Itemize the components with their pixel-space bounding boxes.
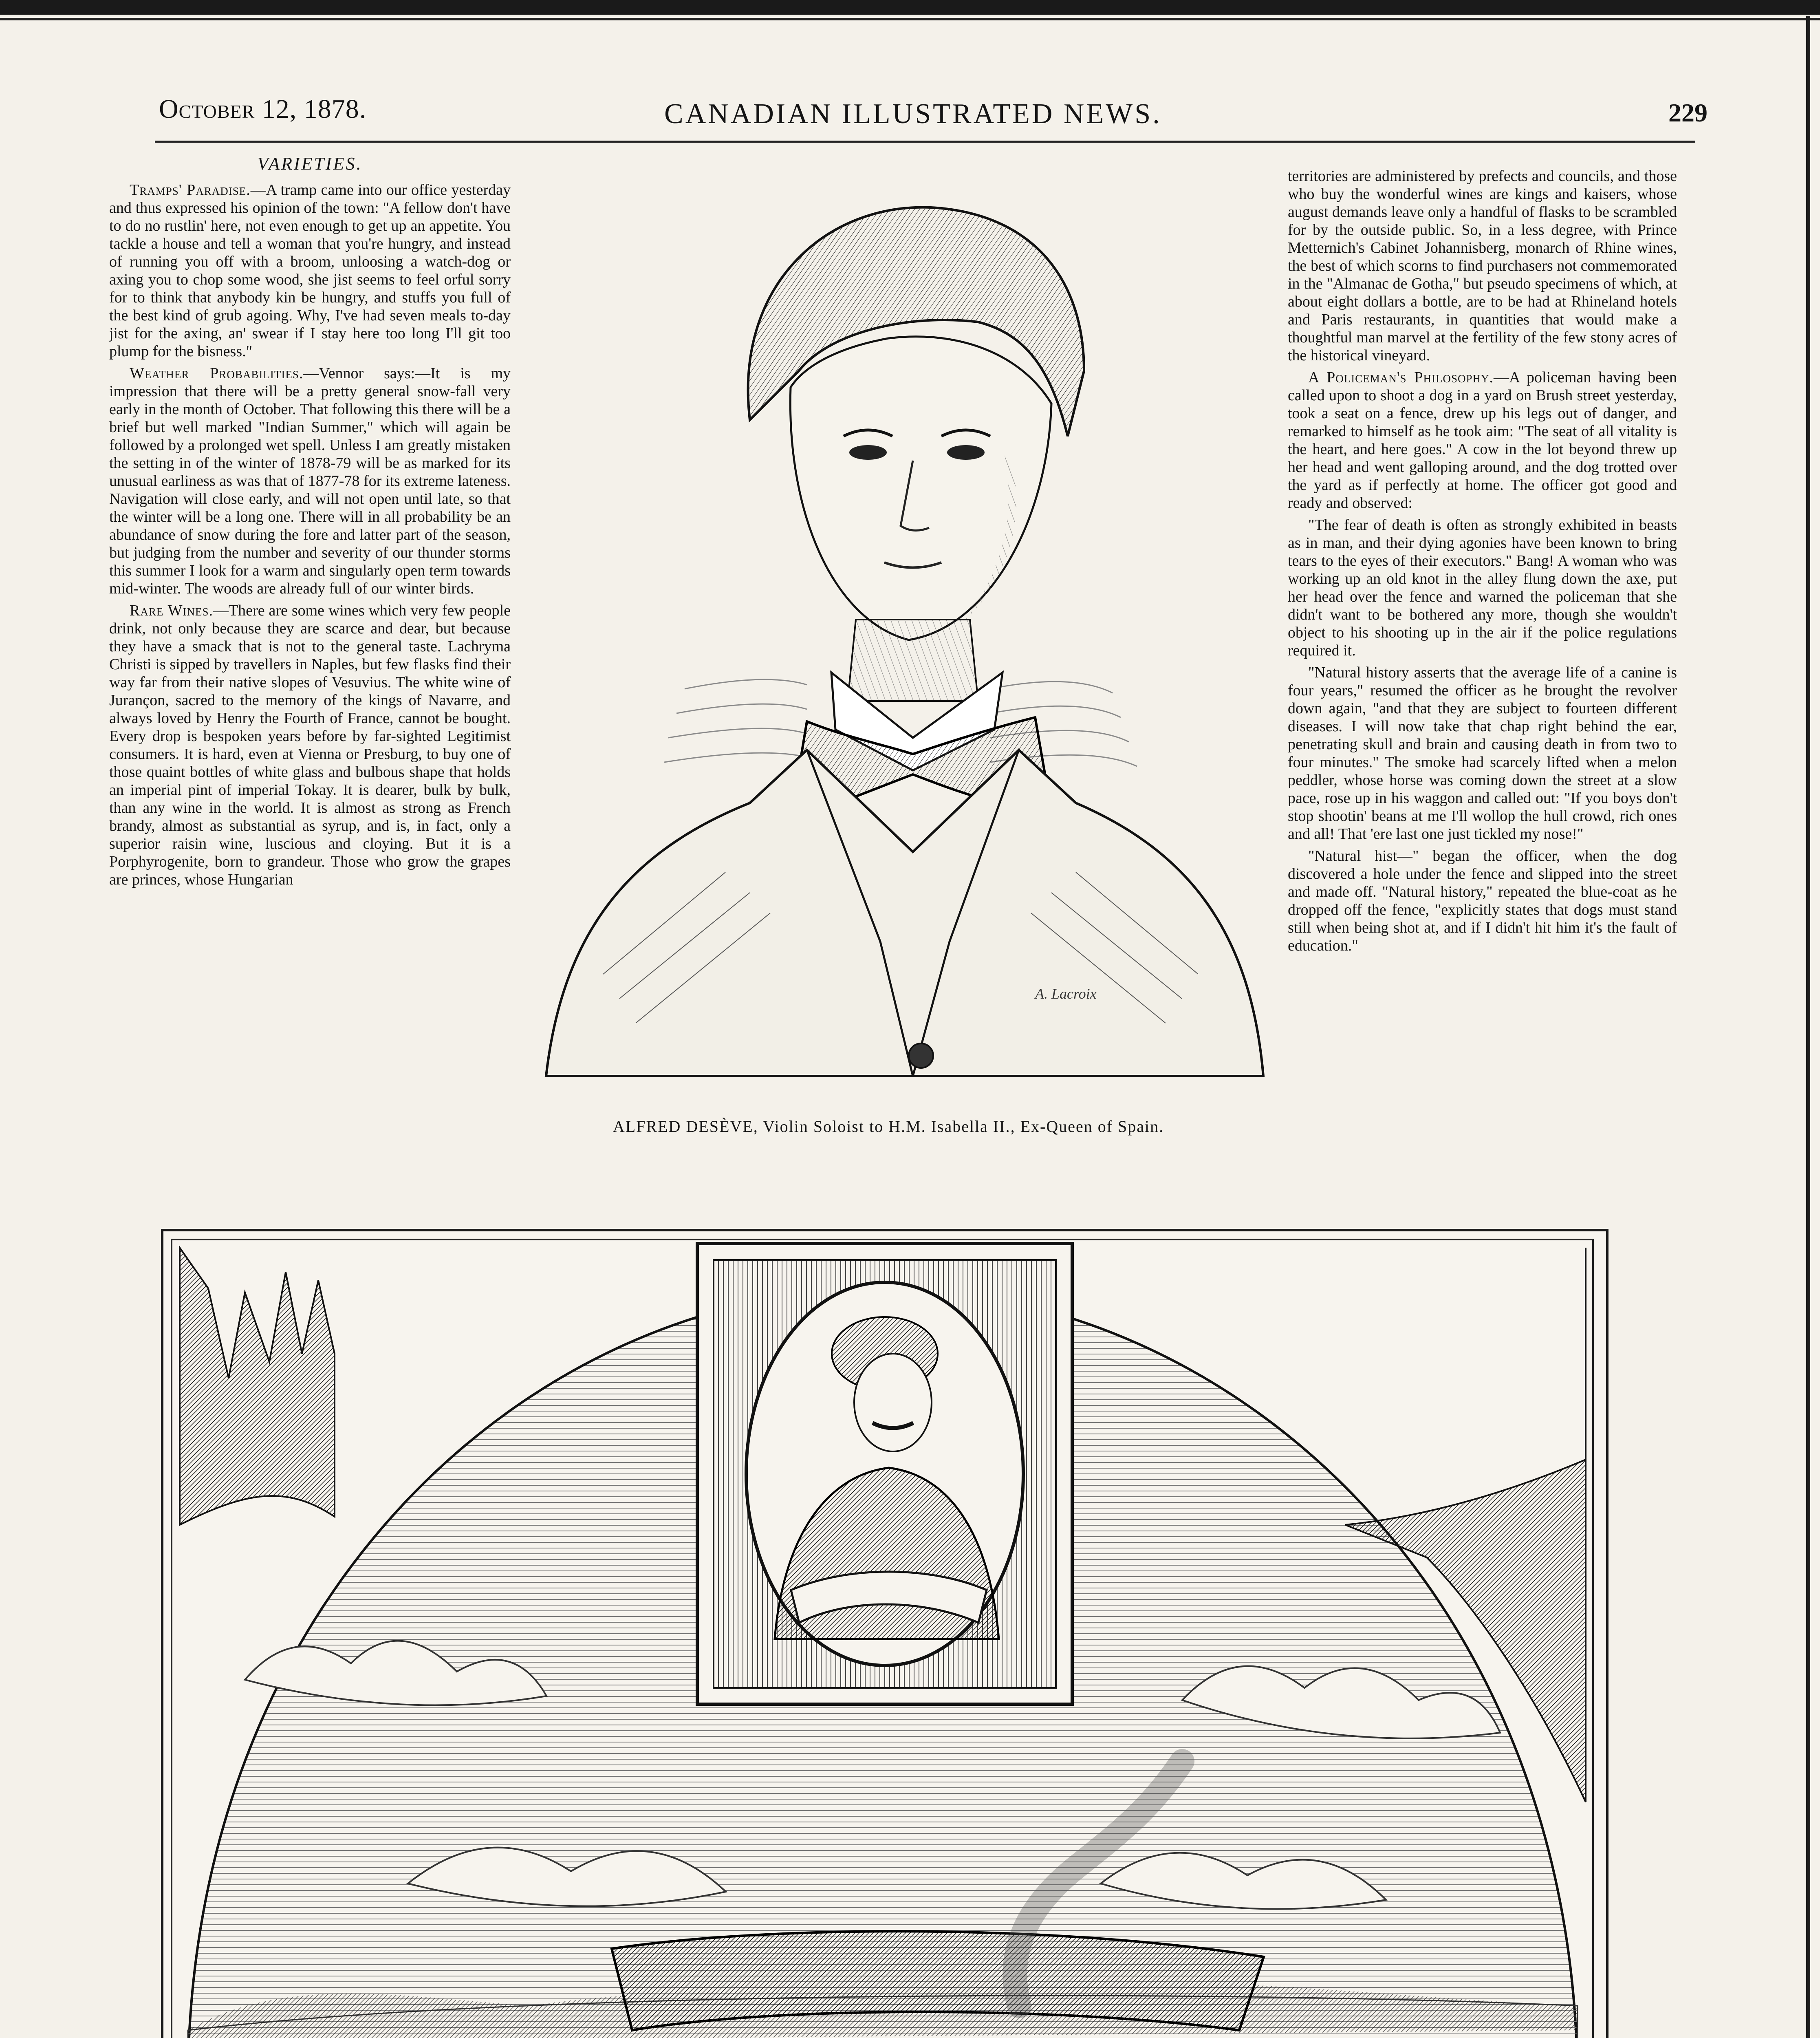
paragraph-text: "Natural hist—" began the officer, when the dog discovered a hole under the fence and slipped into the street and made off. "Natural history," repeated the blue-coat as he dropped off the fence, "explicitly states that dogs must stand still when being shot at, and if I didn't hit him it's the fault of education." <box>1288 847 1677 954</box>
article-lead: Weather Probabilities. <box>130 365 304 382</box>
page-edge-right <box>1806 16 1810 2038</box>
masthead <box>159 86 1708 139</box>
section-heading: VARIETIES. <box>257 154 363 174</box>
varieties-column <box>109 155 511 1141</box>
publication-title: CANADIAN ILLUSTRATED NEWS. <box>664 98 1162 130</box>
portrait-caption: ALFRED DESÈVE, Violin Soloist to H.M. Isabella II., Ex-Queen of Spain. <box>613 1117 1164 1136</box>
article-paragraph <box>1288 847 1677 955</box>
paragraph-text: "The fear of death is often as strongly exhibited in beasts as in man, and their dying agonies have been known to bring tears to the eyes of their executors." Bang! A woman who was working up an old knot in the alley flung down the axe, put her head over the fence and warned the policeman that she didn't want to be bothered any more, though she wouldn't object to his shooting up in the air if the police regulations required it. <box>1288 516 1677 659</box>
artist-signature: A. Lacroix <box>1035 986 1097 1002</box>
right-column <box>1288 167 1677 1158</box>
article-paragraph <box>1288 516 1677 659</box>
article-lead: A Policeman's Philosophy. <box>1308 369 1494 386</box>
header-rule <box>155 141 1695 143</box>
article-tramps-paradise <box>109 181 511 360</box>
paragraph-text: territories are administered by prefects and councils, and those who buy the wonderful wines are kings and kaisers, whose august demands leave only a handful of flasks to be scrambled for by the outside public. So, in a less degree, with Prince Metternich's Cabinet Johannisberg, monarch of Rhine wines, the best of which scorns to find purchasers not commemorated in the "Almanac de Gotha," but pseudo specimens of which, at about eight dollars a bottle, are to be had at Rhineland hotels and Paris restaurants, in quantities that would make a thoughtful man marvel at the fertility of the few stony acres of the historical vineyard. <box>1288 168 1677 364</box>
issue-date: October 12, 1878. <box>159 94 367 124</box>
inset-face <box>854 1354 932 1451</box>
jacket <box>546 750 1263 1076</box>
article-lead: Tramps' Paradise. <box>130 181 251 199</box>
inset-frame <box>693 1244 1076 2038</box>
paragraph-text: "Natural history asserts that the average life of a canine is four years," resumed the officer as he brought the revolver down again, "and that they are subject to fourteen different diseases. I will now take that chap right behind the ear, penetrating skull and brain and causing death in from two to four minutes." The smoke had scarcely lifted when a melon peddler, whose horse was coming down the street at a slow pace, rose up in his waggon and called out: "If you boys don't stop shootin' beans at me I'll wollop the hull crowd, rich ones and all! That 'ere last one just tickled my nose!" <box>1288 664 1677 843</box>
article-rare-wines <box>109 602 511 889</box>
portrait-engraving <box>522 159 1280 1092</box>
scan-edge <box>0 0 1820 15</box>
article-weather-probabilities <box>109 364 511 598</box>
article-paragraph <box>1288 167 1677 364</box>
paragraph-text: —A policeman having been called upon to shoot a dog in a yard on Brush street yesterday, took a seat on a fence, drew up his legs out of danger, and remarked to himself as he took aim: "The seat of all vitality is the heart, and here goes." A cow in the lot beyond threw up her head and went galloping around, and the dog trotted over the yard as if perfectly at home. The officer got good and ready and observed: <box>1288 369 1677 512</box>
tree-line <box>180 1248 335 1525</box>
article-lead: Rare Wines. <box>130 602 213 619</box>
article-text: —Vennor says:—It is my impression that there will be a pretty general snow-fall very early in the month of October. That following this there will be a brief but well marked "Indian Summer," which will again be followed by a prolonged wet spell. Unless I am greatly mistaken the setting in of the winter of 1878-79 will be as marked for its unusual earliness as was that of 1877-78 for its extreme lateness. Navigation will close early, and will not open until late, so that the winter will be a long one. There will in all probability be an abundance of snow during the fore and latter part of the season, but judging from the number and severity of our thunder storms this summer I look for a warm and singularly open term towards mid-winter. The woods are already full of our winter birds. <box>109 365 511 597</box>
neck <box>848 620 978 701</box>
article-text: —There are some wines which very few people drink, not only because they are scarce and dear, but because they have a smack that is not to the general taste. Lachryma Christi is sipped by travellers in Naples, but few flasks find their way far from their native slopes of Vesuvius. The white wine of Jurançon, sacred to the memory of the kings of Navarre, and always loved by Henry the Fourth of France, cannot be bought. Every drop is bespoken years before by far-sighted Legitimist consumers. It is hard, even at Vienna or Presburg, to buy one of those quaint bottles of white glass and bulbous shape that holds an imperial pint of imperial Tokay. It is dearer, bulk by bulk, than any wine in the world. It is almost as strong as French brandy, almost as substantial as syrup, and is, in fact, only a superior raisin wine, luscious and cloying. But it is a Porphyrogenite, born to grandeur. Those who grow the grapes are princes, whose Hungarian <box>109 602 511 888</box>
page-number: 229 <box>1668 98 1708 127</box>
engraving-plate <box>161 1229 1608 2038</box>
jacket-button <box>909 1043 933 1068</box>
article-text: —A tramp came into our office yesterday and thus expressed his opinion of the town: "A fellow don't have to do no rustlin' here, not even enough to get up an appetite. You tackle a house and tell a woman that you're hungry, and instead of running you off with a broom, unloosing a watch-dog or axing you to chop some wood, she jist seems to feel orful sorry for to think that anybody kin be hungry, and stuffs you full of the best kind of grub agoing. Why, I've had seven meals to-day jist for the axing, an' swear if I stay here too long I'll git too plump for the bisness." <box>109 181 511 360</box>
encampment-engraving <box>163 1231 1601 2038</box>
article-paragraph <box>1288 664 1677 843</box>
top-rule <box>0 18 1820 20</box>
article-policemans-philosophy <box>1288 368 1677 512</box>
